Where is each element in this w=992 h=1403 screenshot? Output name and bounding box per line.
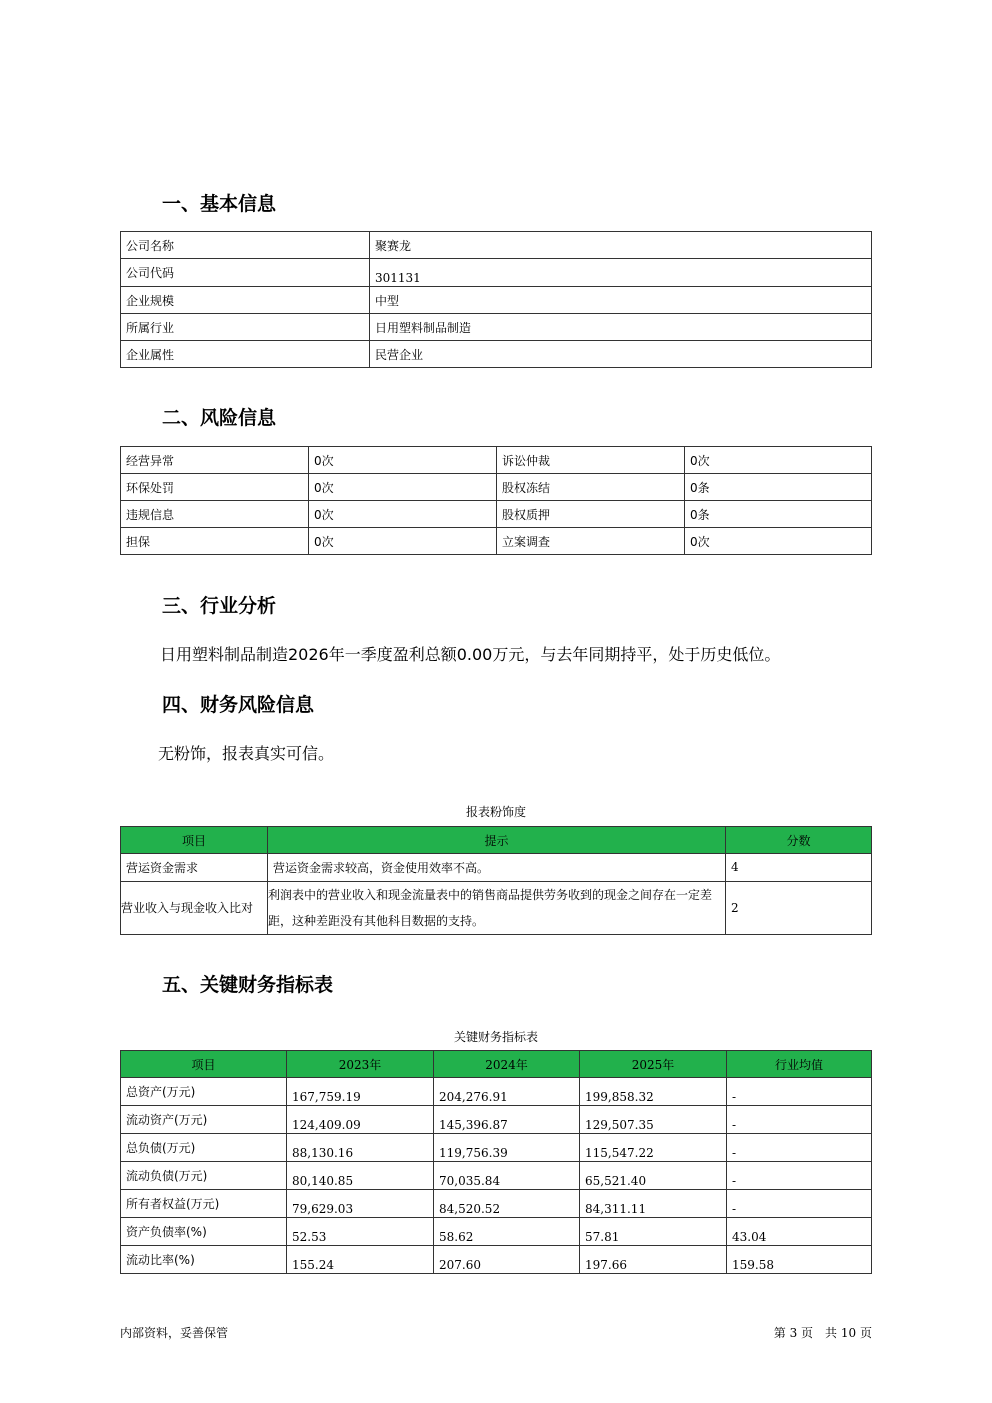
table-row (121, 528, 872, 555)
value-cell: 70,035.84 (434, 1162, 580, 1190)
value-cell: - (727, 1106, 872, 1134)
value-cell: 65,521.40 (580, 1162, 727, 1190)
item-cell: 所有者权益(万元) (121, 1190, 287, 1218)
financial-risk-text: 无粉饰，报表真实可信。 (158, 744, 335, 763)
risk-value: 0次 (309, 501, 497, 528)
table-row (121, 882, 872, 935)
risk-value: 0次 (309, 528, 497, 555)
table-row (121, 1190, 872, 1218)
risk-label: 经营异常 (121, 447, 309, 474)
risk-value: 0次 (309, 474, 497, 501)
value-cell: 88,130.16 (287, 1134, 434, 1162)
value-cell: 80,140.85 (287, 1162, 434, 1190)
table-header-row (121, 1051, 872, 1078)
table-row (121, 287, 872, 314)
basic-info-value: 聚赛龙 (370, 232, 872, 259)
basic-info-value: 中型 (370, 287, 872, 314)
value-cell: 167,759.19 (287, 1078, 434, 1106)
item-cell: 流动比率(%) (121, 1246, 287, 1274)
page-total: 10 (840, 1326, 857, 1340)
whitewash-table (120, 826, 872, 935)
table-row (121, 501, 872, 528)
column-header: 项目 (121, 827, 268, 854)
basic-info-label: 公司代码 (121, 259, 370, 287)
basic-info-table (120, 231, 872, 368)
value-cell: 207.60 (434, 1246, 580, 1274)
table-caption: 关键财务指标表 (453, 1030, 538, 1044)
item-cell: 总资产(万元) (121, 1078, 287, 1106)
page-prefix: 第 (773, 1326, 786, 1340)
section-heading-key-indicators: 五、关键财务指标表 (162, 974, 334, 996)
basic-info-label: 企业规模 (121, 287, 370, 314)
hint-cell: 利润表中的营业收入和现金流量表中的销售商品提供劳务收到的现金之间存在一定差距，这种差距没有其他科目数据的支持。 (268, 882, 726, 935)
value-cell: - (727, 1134, 872, 1162)
basic-info-label: 所属行业 (121, 314, 370, 341)
item-cell: 营业收入与现金收入比对 (121, 882, 268, 935)
basic-info-label: 公司名称 (121, 232, 370, 259)
table-row (121, 1134, 872, 1162)
item-cell: 营运资金需求 (121, 854, 268, 882)
value-cell: 58.62 (434, 1218, 580, 1246)
risk-label: 担保 (121, 528, 309, 555)
section-heading-risk-info: 二、风险信息 (162, 407, 277, 429)
value-cell: 204,276.91 (434, 1078, 580, 1106)
score-cell: 4 (726, 854, 872, 882)
column-header: 分数 (726, 827, 872, 854)
table-row (121, 1246, 872, 1274)
value-cell: 43.04 (727, 1218, 872, 1246)
table-row (121, 1218, 872, 1246)
value-cell: 52.53 (287, 1218, 434, 1246)
risk-label: 环保处罚 (121, 474, 309, 501)
value-cell: 199,858.32 (580, 1078, 727, 1106)
value-cell: 57.81 (580, 1218, 727, 1246)
value-cell: - (727, 1190, 872, 1218)
table-row (121, 232, 872, 259)
section-heading-financial-risk: 四、财务风险信息 (162, 694, 315, 716)
footer-confidential-note: 内部资料，妥善保管 (120, 1326, 229, 1340)
value-cell: 159.58 (727, 1246, 872, 1274)
value-cell: 79,629.03 (287, 1190, 434, 1218)
table-row (121, 854, 872, 882)
item-cell: 总负债(万元) (121, 1134, 287, 1162)
table-row (121, 474, 872, 501)
value-cell: 129,507.35 (580, 1106, 727, 1134)
basic-info-value: 301131 (370, 259, 872, 287)
risk-label: 诉讼仲裁 (497, 447, 685, 474)
basic-info-value: 民营企业 (370, 341, 872, 368)
risk-label: 立案调查 (497, 528, 685, 555)
value-cell: 124,409.09 (287, 1106, 434, 1134)
table-row (121, 259, 872, 287)
table-header-row (121, 827, 872, 854)
table-row (121, 1162, 872, 1190)
basic-info-value: 日用塑料制品制造 (370, 314, 872, 341)
table-row (121, 1078, 872, 1106)
risk-value: 0次 (685, 528, 872, 555)
industry-analysis-text: 日用塑料制品制造2026年一季度盈利总额0.00万元，与去年同期持平，处于历史低位。 (160, 645, 781, 664)
value-cell: 155.24 (287, 1246, 434, 1274)
column-header: 行业均值 (727, 1051, 872, 1078)
risk-value: 0条 (685, 501, 872, 528)
page-current: 3 (789, 1326, 798, 1340)
risk-value: 0次 (685, 447, 872, 474)
table-row (121, 1106, 872, 1134)
page-suffix: 页 (859, 1326, 872, 1340)
item-cell: 流动资产(万元) (121, 1106, 287, 1134)
column-header: 2025年 (580, 1051, 727, 1078)
value-cell: 84,311.11 (580, 1190, 727, 1218)
table-row (121, 341, 872, 368)
value-cell: 115,547.22 (580, 1134, 727, 1162)
value-cell: 119,756.39 (434, 1134, 580, 1162)
value-cell: 84,520.52 (434, 1190, 580, 1218)
section-heading-industry: 三、行业分析 (162, 595, 277, 617)
value-cell: 197.66 (580, 1246, 727, 1274)
score-cell: 2 (726, 882, 872, 935)
basic-info-label: 企业属性 (121, 341, 370, 368)
item-cell: 资产负债率(%) (121, 1218, 287, 1246)
table-row (121, 447, 872, 474)
risk-label: 股权冻结 (497, 474, 685, 501)
column-header: 提示 (268, 827, 726, 854)
table-row (121, 314, 872, 341)
section-heading-basic-info: 一、基本信息 (162, 193, 277, 215)
key-indicators-table (120, 1050, 872, 1274)
column-header: 项目 (121, 1051, 287, 1078)
item-cell: 流动负债(万元) (121, 1162, 287, 1190)
table-caption: 报表粉饰度 (465, 805, 526, 819)
risk-label: 股权质押 (497, 501, 685, 528)
page-number (774, 1324, 872, 1342)
value-cell: - (727, 1162, 872, 1190)
value-cell: - (727, 1078, 872, 1106)
risk-value: 0条 (685, 474, 872, 501)
risk-value: 0次 (309, 447, 497, 474)
column-header: 2024年 (434, 1051, 580, 1078)
risk-label: 违规信息 (121, 501, 309, 528)
page-mid: 页 共 (801, 1326, 838, 1340)
value-cell: 145,396.87 (434, 1106, 580, 1134)
hint-cell: 营运资金需求较高，资金使用效率不高。 (268, 854, 726, 882)
risk-info-table (120, 446, 872, 555)
column-header: 2023年 (287, 1051, 434, 1078)
